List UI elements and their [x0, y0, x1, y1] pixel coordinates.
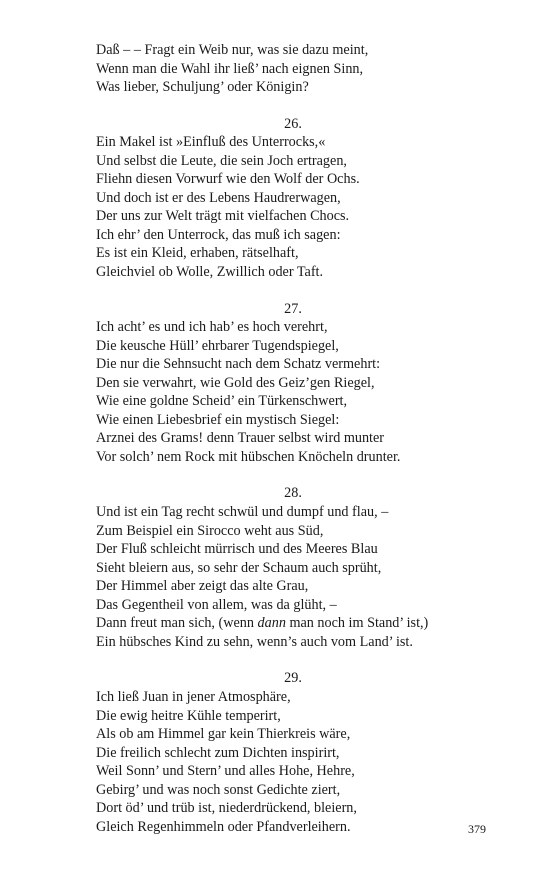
verse-line: Gleichviel ob Wolle, Zwillich oder Taft.: [96, 264, 324, 281]
page-number: 379: [468, 822, 486, 836]
verse-line: Der uns zur Welt trägt mit vielfachen Chocs.: [96, 208, 350, 225]
verse-line-with-emphasis: [96, 614, 516, 633]
stanza-28: [96, 484, 516, 651]
poem-text: [96, 41, 516, 836]
stanza-number: 27.: [284, 300, 302, 317]
verse-line: Die nur die Sehnsucht nach dem Schatz vermehrt:: [96, 356, 381, 373]
verse-line: Und ist ein Tag recht schwül und dumpf und flau, –: [96, 504, 389, 521]
verse-line: Und doch ist er des Lebens Haudrerwagen,: [96, 189, 341, 206]
verse-line: Arznei des Grams! denn Trauer selbst wird munter: [96, 430, 385, 447]
verse-line: Es ist ein Kleid, erhaben, rätselhaft,: [96, 245, 299, 262]
verse-line: Dort öd’ und trüb ist, niederdrückend, bleiern,: [96, 800, 357, 817]
verse-line: Das Gegentheil von allem, was da glüht, –: [96, 596, 337, 613]
verse-line: Sieht bleiern aus, so sehr der Schaum auch sprüht,: [96, 559, 382, 576]
stanza-27: [96, 300, 516, 467]
verse-line: Ein hübsches Kind zu sehn, wenn’s auch vom Land’ ist.: [96, 633, 413, 650]
verse-line: Ein Makel ist »Einfluß des Unterrocks,«: [96, 134, 326, 151]
stanza-number: 29.: [284, 670, 302, 687]
stanza-29: [96, 669, 516, 836]
verse-line: Und selbst die Leute, die sein Joch ertragen,: [96, 152, 347, 169]
verse-line: Der Fluß schleicht mürrisch und des Meeres Blau: [96, 541, 378, 558]
verse-line: Die freilich schlecht zum Dichten inspirirt,: [96, 744, 340, 761]
verse-line: Wenn man die Wahl ihr ließ’ nach eignen Sinn,: [96, 60, 364, 77]
emphasized-word: dann: [257, 615, 286, 632]
verse-line: Wie einen Liebesbrief ein mystisch Siegel:: [96, 411, 340, 428]
verse-line: Ich ließ Juan in jener Atmosphäre,: [96, 688, 291, 705]
verse-line: Gleich Regenhimmeln oder Pfandverleihern.: [96, 818, 351, 835]
verse-line: Vor solch’ nem Rock mit hübschen Knöcheln drunter.: [96, 448, 401, 465]
verse-line: Wie eine goldne Scheid’ ein Türkenschwert,: [96, 393, 348, 410]
verse-line: Daß – – Fragt ein Weib nur, was sie dazu meint,: [96, 42, 369, 58]
verse-line: Den sie verwahrt, wie Gold des Geiz’gen Riegel,: [96, 374, 375, 391]
verse-line: Als ob am Himmel gar kein Thierkreis wäre,: [96, 726, 351, 743]
verse-text: man noch im Stand’ ist,): [285, 615, 429, 632]
verse-line: Der Himmel aber zeigt das alte Grau,: [96, 578, 309, 595]
stanza-26: [96, 115, 516, 282]
verse-line: Ich ehr’ den Unterrock, das muß ich sagen:: [96, 226, 341, 243]
verse-line: Ich acht’ es und ich hab’ es hoch verehrt,: [96, 319, 328, 336]
verse-line: Fliehn diesen Vorwurf wie den Wolf der Ochs.: [96, 171, 360, 188]
verse-line: Die ewig heitre Kühle temperirt,: [96, 707, 281, 724]
verse-line: Weil Sonn’ und Stern’ und alles Hohe, Hehre,: [96, 763, 355, 780]
stanza-continuation: [96, 41, 516, 97]
verse-text: Dann freut man sich, (wenn: [96, 615, 258, 632]
verse-line: Die keusche Hüll’ ehrbarer Tugendspiegel,: [96, 337, 339, 354]
stanza-number: 26.: [284, 115, 302, 132]
verse-line: Gebirg’ und was noch sonst Gedichte ziert,: [96, 781, 341, 798]
verse-line: Zum Beispiel ein Sirocco weht aus Süd,: [96, 522, 324, 539]
stanza-number: 28.: [284, 485, 302, 502]
verse-line: Was lieber, Schuljung’ oder Königin?: [96, 79, 309, 96]
